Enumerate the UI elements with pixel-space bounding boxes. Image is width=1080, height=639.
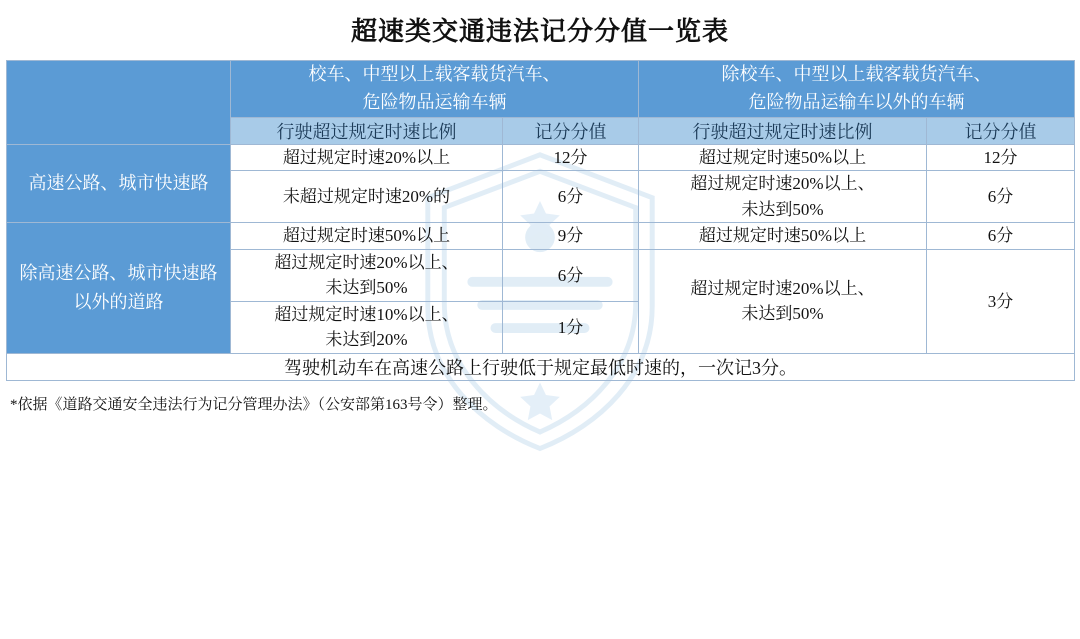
cell-left-points: 12分: [503, 144, 639, 171]
cell-left-ratio: [231, 249, 503, 301]
cell-right-ratio-line1: 超过规定时速20%以上、: [690, 174, 875, 194]
group-header-left: [231, 61, 639, 118]
group-header-left-line2: 危险物品运输车辆: [362, 91, 507, 112]
group-header-right: [639, 61, 1075, 118]
cell-right-ratio-line2: 未达到50%: [741, 199, 824, 219]
column-header-ratio-right: 行驶超过规定时速比例: [639, 117, 927, 144]
speeding-penalty-table: [6, 60, 1075, 381]
cell-right-ratio-line1: 超过规定时速20%以上、: [690, 278, 875, 298]
row-header-other-roads-line1: 除高速公路、城市快速路: [19, 263, 218, 284]
row-header-other-roads: [7, 223, 231, 354]
footnote: *依据《道路交通安全违法行为记分管理办法》（公安部第163号令）整理。: [10, 396, 498, 413]
cell-right-points: 12分: [927, 144, 1075, 171]
cell-left-points: 6分: [503, 249, 639, 301]
cell-right-points: 3分: [927, 249, 1075, 353]
cell-left-ratio: 超过规定时速20%以上: [231, 144, 503, 171]
cell-left-ratio: 未超过规定时速20%的: [231, 171, 503, 223]
column-header-points-right: 记分分值: [927, 117, 1075, 144]
cell-right-ratio-line2: 未达到50%: [741, 304, 824, 324]
cell-left-points: 6分: [503, 171, 639, 223]
cell-left-ratio-line1: 超过规定时速10%以上、: [274, 304, 459, 324]
table-note: 驾驶机动车在高速公路上行驶低于规定最低时速的，一次记3分。: [7, 353, 1075, 380]
cell-left-ratio: [231, 301, 503, 353]
cell-left-ratio-line2: 未达到20%: [325, 330, 408, 350]
cell-left-points: 9分: [503, 223, 639, 250]
cell-left-points: 1分: [503, 301, 639, 353]
column-header-points-left: 记分分值: [503, 117, 639, 144]
cell-right-ratio: 超过规定时速50%以上: [639, 144, 927, 171]
row-header-highway: 高速公路、城市快速路: [7, 144, 231, 223]
corner-cell: [7, 61, 231, 145]
table-header-row-groups: [7, 61, 1075, 118]
cell-left-ratio: 超过规定时速50%以上: [231, 223, 503, 250]
column-header-ratio-left: 行驶超过规定时速比例: [231, 117, 503, 144]
group-header-right-line1: 除校车、中型以上载客载货汽车、: [721, 64, 992, 84]
cell-right-ratio: 超过规定时速50%以上: [639, 223, 927, 250]
table-row: [7, 144, 1075, 171]
cell-right-points: 6分: [927, 223, 1075, 250]
table-row: [7, 223, 1075, 250]
cell-left-ratio-line2: 未达到50%: [325, 278, 408, 298]
group-header-left-line1: 校车、中型以上载客载货汽车、: [308, 64, 561, 84]
row-header-other-roads-line2: 以外的道路: [73, 292, 164, 313]
group-header-right-line2: 危险物品运输车以外的车辆: [748, 91, 965, 112]
cell-right-ratio: [639, 249, 927, 353]
page-title: 超速类交通违法记分分值一览表: [350, 17, 729, 46]
cell-left-ratio-line1: 超过规定时速20%以上、: [274, 252, 459, 272]
table-note-row: [7, 353, 1075, 380]
cell-right-points: 6分: [927, 171, 1075, 223]
cell-right-ratio: [639, 171, 927, 223]
